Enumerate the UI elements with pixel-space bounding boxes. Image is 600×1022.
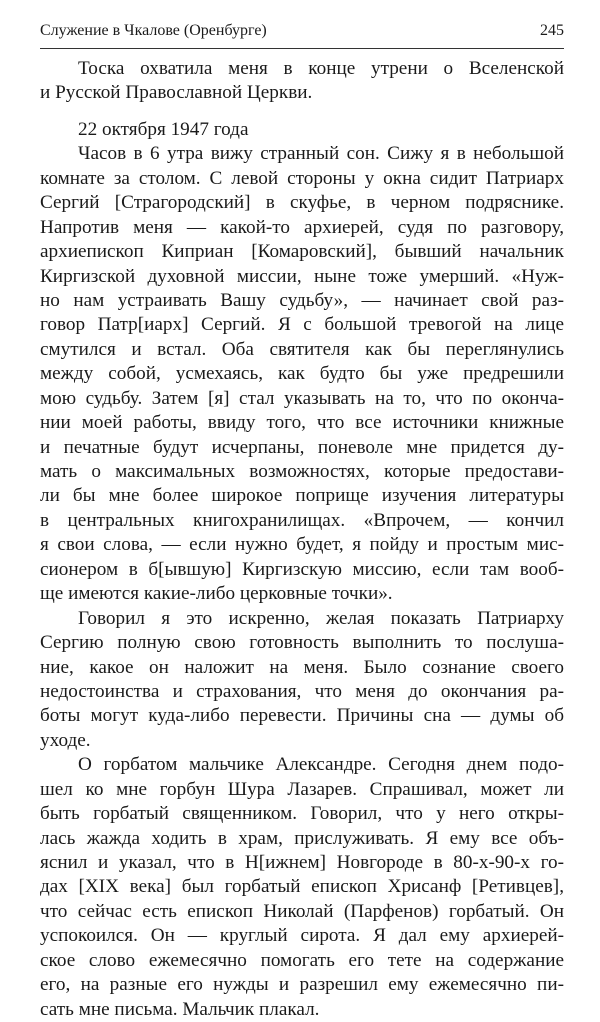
text-line: 22 октября 1947 года: [78, 118, 249, 140]
text-line: успокоился. Он — круглый сирота. Я дал ему архиерей-: [40, 925, 564, 947]
text-line: но нам устраивать Вашу судьбу», — начинает свой раз-: [40, 289, 564, 311]
text-line: уходе.: [40, 729, 91, 751]
text-line: архиепископ Киприан [Комаровский], бывший начальник: [40, 241, 564, 263]
paragraph: [40, 753, 564, 1022]
text-line: Говорил я это искренно, желая показать Патриарху: [78, 607, 564, 629]
text-line: Напротив меня — какой-то архиерей, судя по разговору,: [40, 216, 564, 238]
text-line: его, на разные его нужды и разрешил ему ежемесячно пи-: [40, 974, 564, 996]
paragraph: [40, 57, 564, 106]
paragraph: [40, 607, 564, 754]
text-line: комнате за столом. С левой стороны у окна сидит Патриарх: [40, 167, 564, 189]
text-line: ние, какое он наложит на меня. Было сознание своего: [40, 656, 564, 678]
paragraph: [40, 142, 564, 606]
text-line: шел ко мне горбун Шура Лазарев. Спрашивал, может ли: [40, 778, 564, 800]
text-line: Часов в 6 утра вижу странный сон. Сижу я в небольшой: [78, 143, 564, 165]
text-line: сать мне письма. Мальчик плакал.: [40, 998, 320, 1020]
text-line: нии моей работы, ввиду того, что все источники книжные: [40, 412, 564, 434]
text-line: недостоинства и страхования, что меня до окончания ра-: [40, 680, 564, 702]
text-line: Сергий [Страгородский] в скуфье, в черном подряснике.: [40, 192, 564, 214]
running-header: [40, 22, 564, 42]
text-line: смутился и встал. Оба святителя как бы переглянулись: [40, 338, 564, 360]
date-heading: [40, 118, 564, 142]
text-line: и Русской Православной Церкви.: [40, 82, 313, 104]
text-line: ли бы мне более широкое поприще изучения литературы: [40, 485, 564, 507]
text-line: О горбатом мальчике Александре. Сегодня днем подо-: [78, 754, 564, 776]
text-line: между собой, усмехаясь, как будто бы уже предрешили: [40, 363, 564, 385]
header-rule: [40, 48, 564, 49]
text-line: яснил и указал, что в Н[ижнем] Новгороде в 80-х-90-х го-: [40, 852, 564, 873]
text-line: ще имеются какие-либо церковные точки».: [40, 583, 393, 605]
text-line: Сергию полную свою готовность выполнить то послуша-: [40, 632, 564, 654]
text-line: говор Патр[иарх] Сергий. Я с большой тревогой на лице: [40, 314, 564, 336]
text-line: Киргизской духовной миссии, ныне тоже умерший. «Нуж-: [40, 265, 564, 287]
text-line: в центральных книгохранилищах. «Впрочем, — кончил: [40, 509, 564, 531]
page-number: 245: [540, 22, 564, 39]
text-line: быть горбатый священником. Говорил, что у него откры-: [40, 803, 564, 825]
text-line: боты могут куда-либо перевести. Причины сна — думы об: [40, 705, 564, 727]
text-line: я свои слова, — если нужно будет, я пойду и простым мис-: [40, 534, 564, 556]
running-title: Служение в Чкалове (Оренбурге): [40, 22, 267, 39]
page-body: [40, 57, 564, 1022]
text-line: дах [XIX века] был горбатый епископ Хрисанф [Ретивцев],: [40, 876, 564, 898]
text-line: лась жажда ходить в храм, прислуживать. Я ему все объ-: [40, 827, 564, 849]
text-line: ское слово ежемесячно помогать его тете на содержание: [40, 949, 564, 971]
text-line: и печатные будут исчерпаны, поневоле мне придется ду-: [40, 436, 564, 458]
text-line: Тоска охватила меня в конце утрени о Вселенской: [78, 58, 564, 79]
text-line: мать о максимальных возможностях, которые предостави-: [40, 461, 564, 482]
text-line: что сейчас есть епископ Николай (Парфенов) горбатый. Он: [40, 900, 564, 922]
text-line: мою судьбу. Затем [я] стал указывать на то, что по оконча-: [40, 387, 564, 409]
paragraph-gap: [40, 106, 564, 118]
text-line: сионером в б[ывшую] Киргизскую миссию, если там вооб-: [40, 558, 564, 580]
